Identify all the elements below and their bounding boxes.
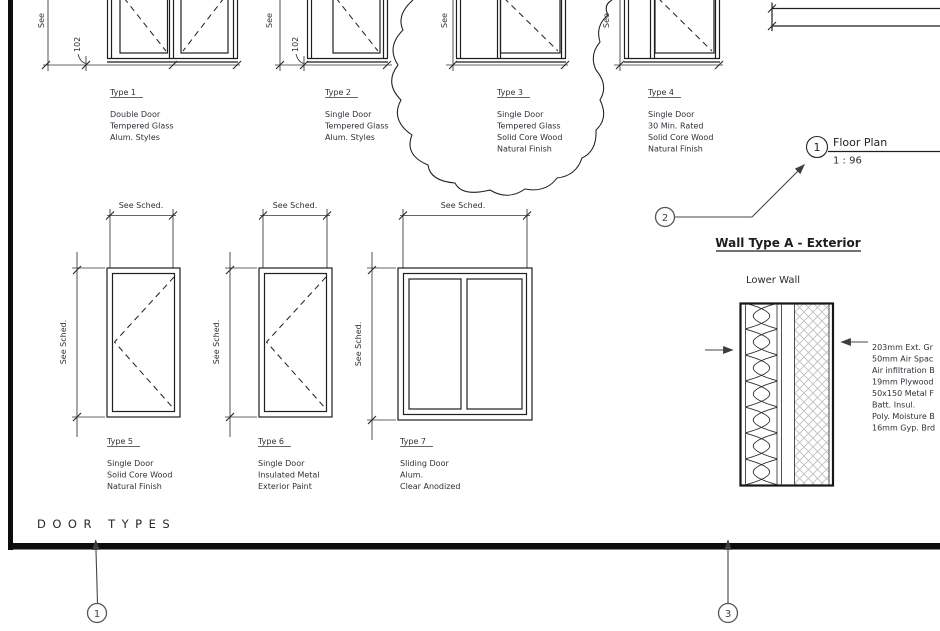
door-type-2-elevation [265, 0, 392, 142]
door-type-label: Type 4 [648, 88, 675, 97]
door-type-desc: Natural Finish [648, 144, 703, 154]
door-type-desc: Single Door [648, 110, 695, 119]
wall-note: 203mm Ext. Gr [872, 343, 933, 352]
wall-note: Poly. Moisture B [872, 412, 935, 421]
door-type-desc: Single Door [497, 110, 544, 119]
door-type-desc: Insulated Metal [258, 470, 320, 480]
door-type-3-elevation [440, 0, 569, 154]
door-type-desc: Tempered Glass [325, 121, 389, 131]
door-type-4-elevation [602, 0, 723, 154]
door-type-desc: Single Door [325, 110, 372, 119]
door-type-label: Type 6 [258, 437, 285, 446]
door-type-5-elevation [59, 201, 180, 491]
door-type-label: Type 3 [497, 88, 524, 97]
wall-note: Batt. Insul. [872, 400, 916, 410]
dim-see-sched-top: See Sched. [272, 201, 318, 210]
door-type-desc: Exterior Paint [258, 482, 312, 491]
detail-callout-2 [656, 165, 805, 227]
wall-section [741, 304, 834, 486]
dim-102-label: 102 [291, 36, 300, 52]
door-type-desc: 30 Min. Rated [648, 121, 704, 131]
door-type-desc: Solid Core Wood [497, 133, 563, 142]
floor-plan-view-title [807, 136, 940, 167]
dim-see-label: See [37, 13, 46, 28]
sheet-title: DOOR TYPES [37, 517, 177, 531]
door-type-desc: Double Door [110, 110, 161, 119]
batt-insulation-hatch [746, 304, 778, 485]
door-type-desc: Alum. Styles [325, 133, 375, 142]
door-type-desc: Sliding Door [400, 459, 449, 468]
wall-note: 50mm Air Spac [872, 354, 934, 364]
view-number: 1 [813, 141, 821, 154]
annotation-callout-3 [719, 540, 738, 623]
callout-number: 2 [661, 212, 669, 224]
sheet-border-left [8, 0, 13, 550]
door-type-desc: Single Door [107, 459, 154, 468]
dim-see-sched-side: See Sched. [212, 319, 221, 365]
sheet-border-bottom [8, 543, 940, 550]
door-type-7-elevation [354, 201, 532, 491]
door-type-label: Type 1 [110, 88, 137, 97]
door-type-desc: Solid Core Wood [648, 133, 714, 142]
dim-see-sched-side: See Sched. [354, 321, 363, 367]
door-type-desc: Clear Anodized [400, 482, 461, 491]
door-type-6-elevation [212, 201, 332, 491]
door-type-desc: Solid Core Wood [107, 470, 173, 480]
callout-number: 1 [93, 608, 101, 620]
door-type-desc: Alum. Styles [110, 133, 160, 142]
lower-wall-label: Lower Wall [745, 275, 801, 286]
wall-type-heading: Wall Type A - Exterior [715, 236, 861, 250]
dim-see-sched-side: See Sched. [59, 319, 68, 365]
upper-wall-lines [768, 3, 940, 32]
wall-assembly-notes [872, 343, 935, 433]
callout-number: 3 [724, 608, 732, 620]
wall-type-detail [705, 236, 935, 486]
dim-see-label: See [265, 13, 274, 28]
door-type-label: Type 5 [107, 437, 134, 446]
wall-note: Air infiltration B [872, 366, 935, 375]
door-type-label: Type 2 [325, 88, 352, 97]
door-type-label: Type 7 [400, 437, 427, 446]
view-scale: 1 : 96 [833, 155, 862, 167]
wall-note: 19mm Plywood [872, 377, 934, 387]
door-type-desc: Tempered Glass [497, 121, 561, 131]
door-type-desc: Single Door [258, 459, 305, 468]
door-type-desc: Natural Finish [497, 144, 552, 154]
door-type-1-elevation [37, 0, 241, 142]
dim-see-sched-top: See Sched. [118, 201, 164, 210]
dim-see-sched-top: See Sched. [440, 201, 486, 210]
dim-see-label: See [440, 13, 449, 28]
wall-note: 50x150 Metal F [872, 389, 934, 398]
door-type-desc: Tempered Glass [110, 121, 174, 131]
exterior-crosshatch [795, 304, 830, 485]
wall-note: 16mm Gyp. Brd [872, 423, 936, 433]
door-type-desc: Alum. [400, 470, 424, 480]
annotation-callout-1 [88, 540, 107, 623]
door-type-desc: Natural Finish [107, 482, 162, 491]
dim-see-label: See [602, 13, 611, 28]
dim-102-label: 102 [73, 36, 82, 52]
view-title: Floor Plan [833, 136, 888, 149]
